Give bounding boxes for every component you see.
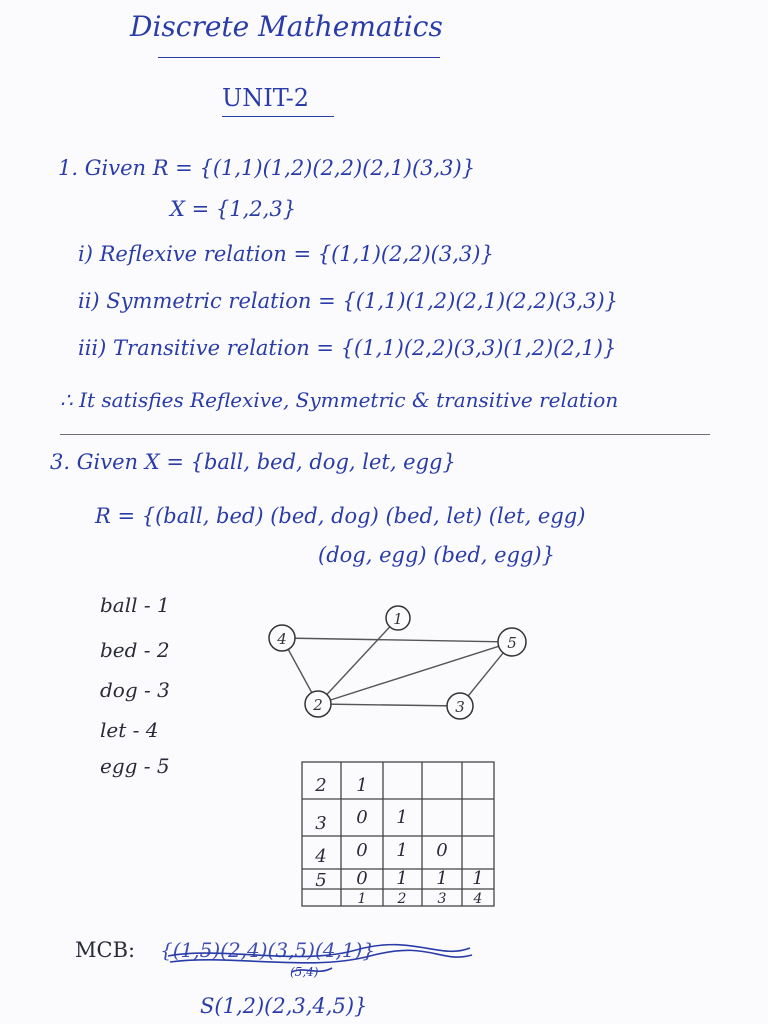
unit-heading: UNIT-2 [222,84,309,112]
mapping-item: dog - 3 [100,678,170,702]
q1-given: 1. Given R = {(1,1)(1,2)(2,2)(2,1)(3,3)} [58,156,476,180]
q1-symmetric: ii) Symmetric relation = {(1,1)(1,2)(2,1)(2,2)(3,3)} [78,289,619,313]
matrix-cell: 4 [473,891,483,907]
mcb-answer: S(1,2)(2,3,4,5)} [200,994,368,1018]
page-title: Discrete Mathematics [130,10,443,43]
graph-node-label: 5 [507,634,517,652]
mcb-label: MCB: [75,938,136,962]
mapping-item: let - 4 [100,718,159,742]
graph-edge [318,704,460,706]
matrix-cell: 1 [356,775,368,796]
matrix-cell: 4 [315,846,327,867]
q1-set-x: X = {1,2,3} [170,197,297,221]
mcb-struck-small: (5,4) [290,965,319,979]
mcb-struck-text: {(1,5)(2,4)(3,5)(4,1)} [160,938,376,962]
q3-relation-line1: R = {(ball, bed) (bed, dog) (bed, let) (let, egg) [95,504,586,528]
graph-node-label: 1 [393,610,403,628]
matrix-cell: 3 [437,891,447,907]
matrix-cell: 0 [436,840,448,861]
matrix-cell: 1 [436,868,448,889]
q3-relation-line2: (dog, egg) (bed, egg)} [318,543,555,567]
mapping-item: egg - 5 [100,754,170,778]
matrix-cell: 1 [396,807,408,828]
graph-edge [282,638,512,642]
matrix-cell: 2 [315,775,327,796]
matrix-cell: 1 [396,868,408,889]
matrix-cell: 0 [356,807,368,828]
matrix-cell: 1 [396,840,408,861]
matrix-cell: 0 [356,840,368,861]
graph-node-label: 4 [277,630,287,648]
q1-transitive: iii) Transitive relation = {(1,1)(2,2)(3,3)(1,2)(2,1)} [78,336,617,360]
matrix-cell: 5 [315,870,327,891]
mapping-item: ball - 1 [100,593,170,617]
q1-reflexive: i) Reflexive relation = {(1,1)(2,2)(3,3)} [78,242,494,266]
q3-given: 3. Given X = {ball, bed, dog, let, egg} [50,450,456,474]
matrix-cell: 0 [356,868,368,889]
mapping-item: bed - 2 [100,638,170,662]
matrix-cell: 1 [357,891,367,907]
graph-node-label: 2 [313,696,323,714]
matrix-cell: 2 [397,891,407,907]
matrix-cell: 1 [472,868,484,889]
q1-conclusion: ∴ It satisfies Reflexive, Symmetric & transitive relation [60,388,619,412]
matrix-cell: 3 [315,813,327,834]
graph-node-label: 3 [455,698,465,716]
